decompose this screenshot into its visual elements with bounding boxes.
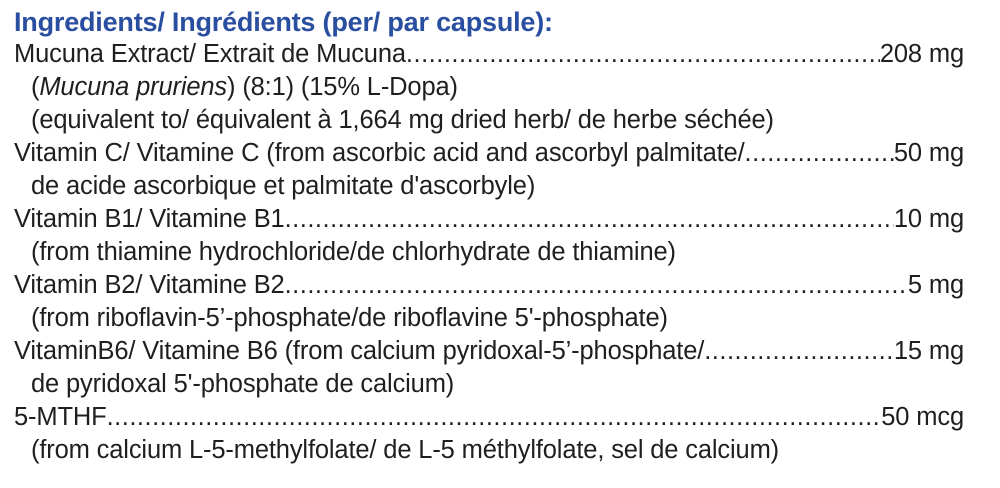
dot-leader	[745, 137, 894, 170]
ingredients-panel	[14, 6, 986, 467]
ingredient-amount: 5 mg	[907, 271, 964, 299]
ingredient-note: de pyridoxal 5'-phosphate de calcium)	[31, 370, 455, 398]
ingredient-note: (from calcium L-5-methylfolate/ de L-5 méthylfolate, sel de calcium)	[31, 436, 780, 464]
ingredient-row-vitamin-b2	[14, 269, 964, 302]
extract-ratio: (8:1) (15% L-Dopa)	[242, 73, 458, 101]
dot-leader	[704, 335, 894, 368]
latin-name: Mucuna pruriens	[39, 73, 228, 101]
ingredient-amount: 10 mg	[893, 205, 964, 233]
ingredient-amount: 50 mcg	[881, 403, 964, 431]
ingredient-note: (from thiamine hydrochloride/de chlorhydrate de thiamine)	[31, 238, 676, 266]
ingredient-note: (equivalent to/ équivalent à 1,664 mg dried herb/ de herbe séchée)	[31, 106, 774, 134]
ingredient-name: Vitamin C/ Vitamine C (from ascorbic acid and ascorbyl palmitate/	[14, 139, 745, 167]
dot-leader	[285, 203, 894, 236]
ingredient-amount: 208 mg	[879, 40, 964, 68]
ingredient-amount: 15 mg	[893, 337, 964, 365]
ingredient-note: (from riboflavin-5’-phosphate/de riboflavine 5'-phosphate)	[31, 304, 668, 332]
ingredient-row-5-mthf	[14, 401, 964, 434]
ingredient-name: 5-MTHF	[14, 403, 107, 431]
ingredient-row-mucuna	[14, 38, 964, 71]
ingredient-name: Vitamin B2/ Vitamine B2	[14, 271, 285, 299]
ingredient-source-mucuna: (Mucuna pruriens) (8:1) (15% L-Dopa)	[31, 73, 458, 101]
dot-leader	[107, 401, 882, 434]
ingredient-amount: 50 mg	[893, 139, 964, 167]
dot-leader	[285, 269, 908, 302]
ingredient-name: VitaminB6/ Vitamine B6 (from calcium pyridoxal-5’-phosphate/	[14, 337, 705, 365]
ingredient-note: de acide ascorbique et palmitate d'ascorbyle)	[31, 172, 536, 200]
ingredient-row-vitamin-b6	[14, 335, 964, 368]
dot-leader	[406, 38, 880, 71]
ingredient-row-vitamin-b1	[14, 203, 964, 236]
ingredient-name: Vitamin B1/ Vitamine B1	[14, 205, 285, 233]
ingredients-heading: Ingredients/ Ingrédients (per/ par capsule):	[14, 7, 553, 37]
ingredient-row-vitamin-c	[14, 137, 964, 170]
ingredient-name: Mucuna Extract/ Extrait de Mucuna	[14, 40, 406, 68]
